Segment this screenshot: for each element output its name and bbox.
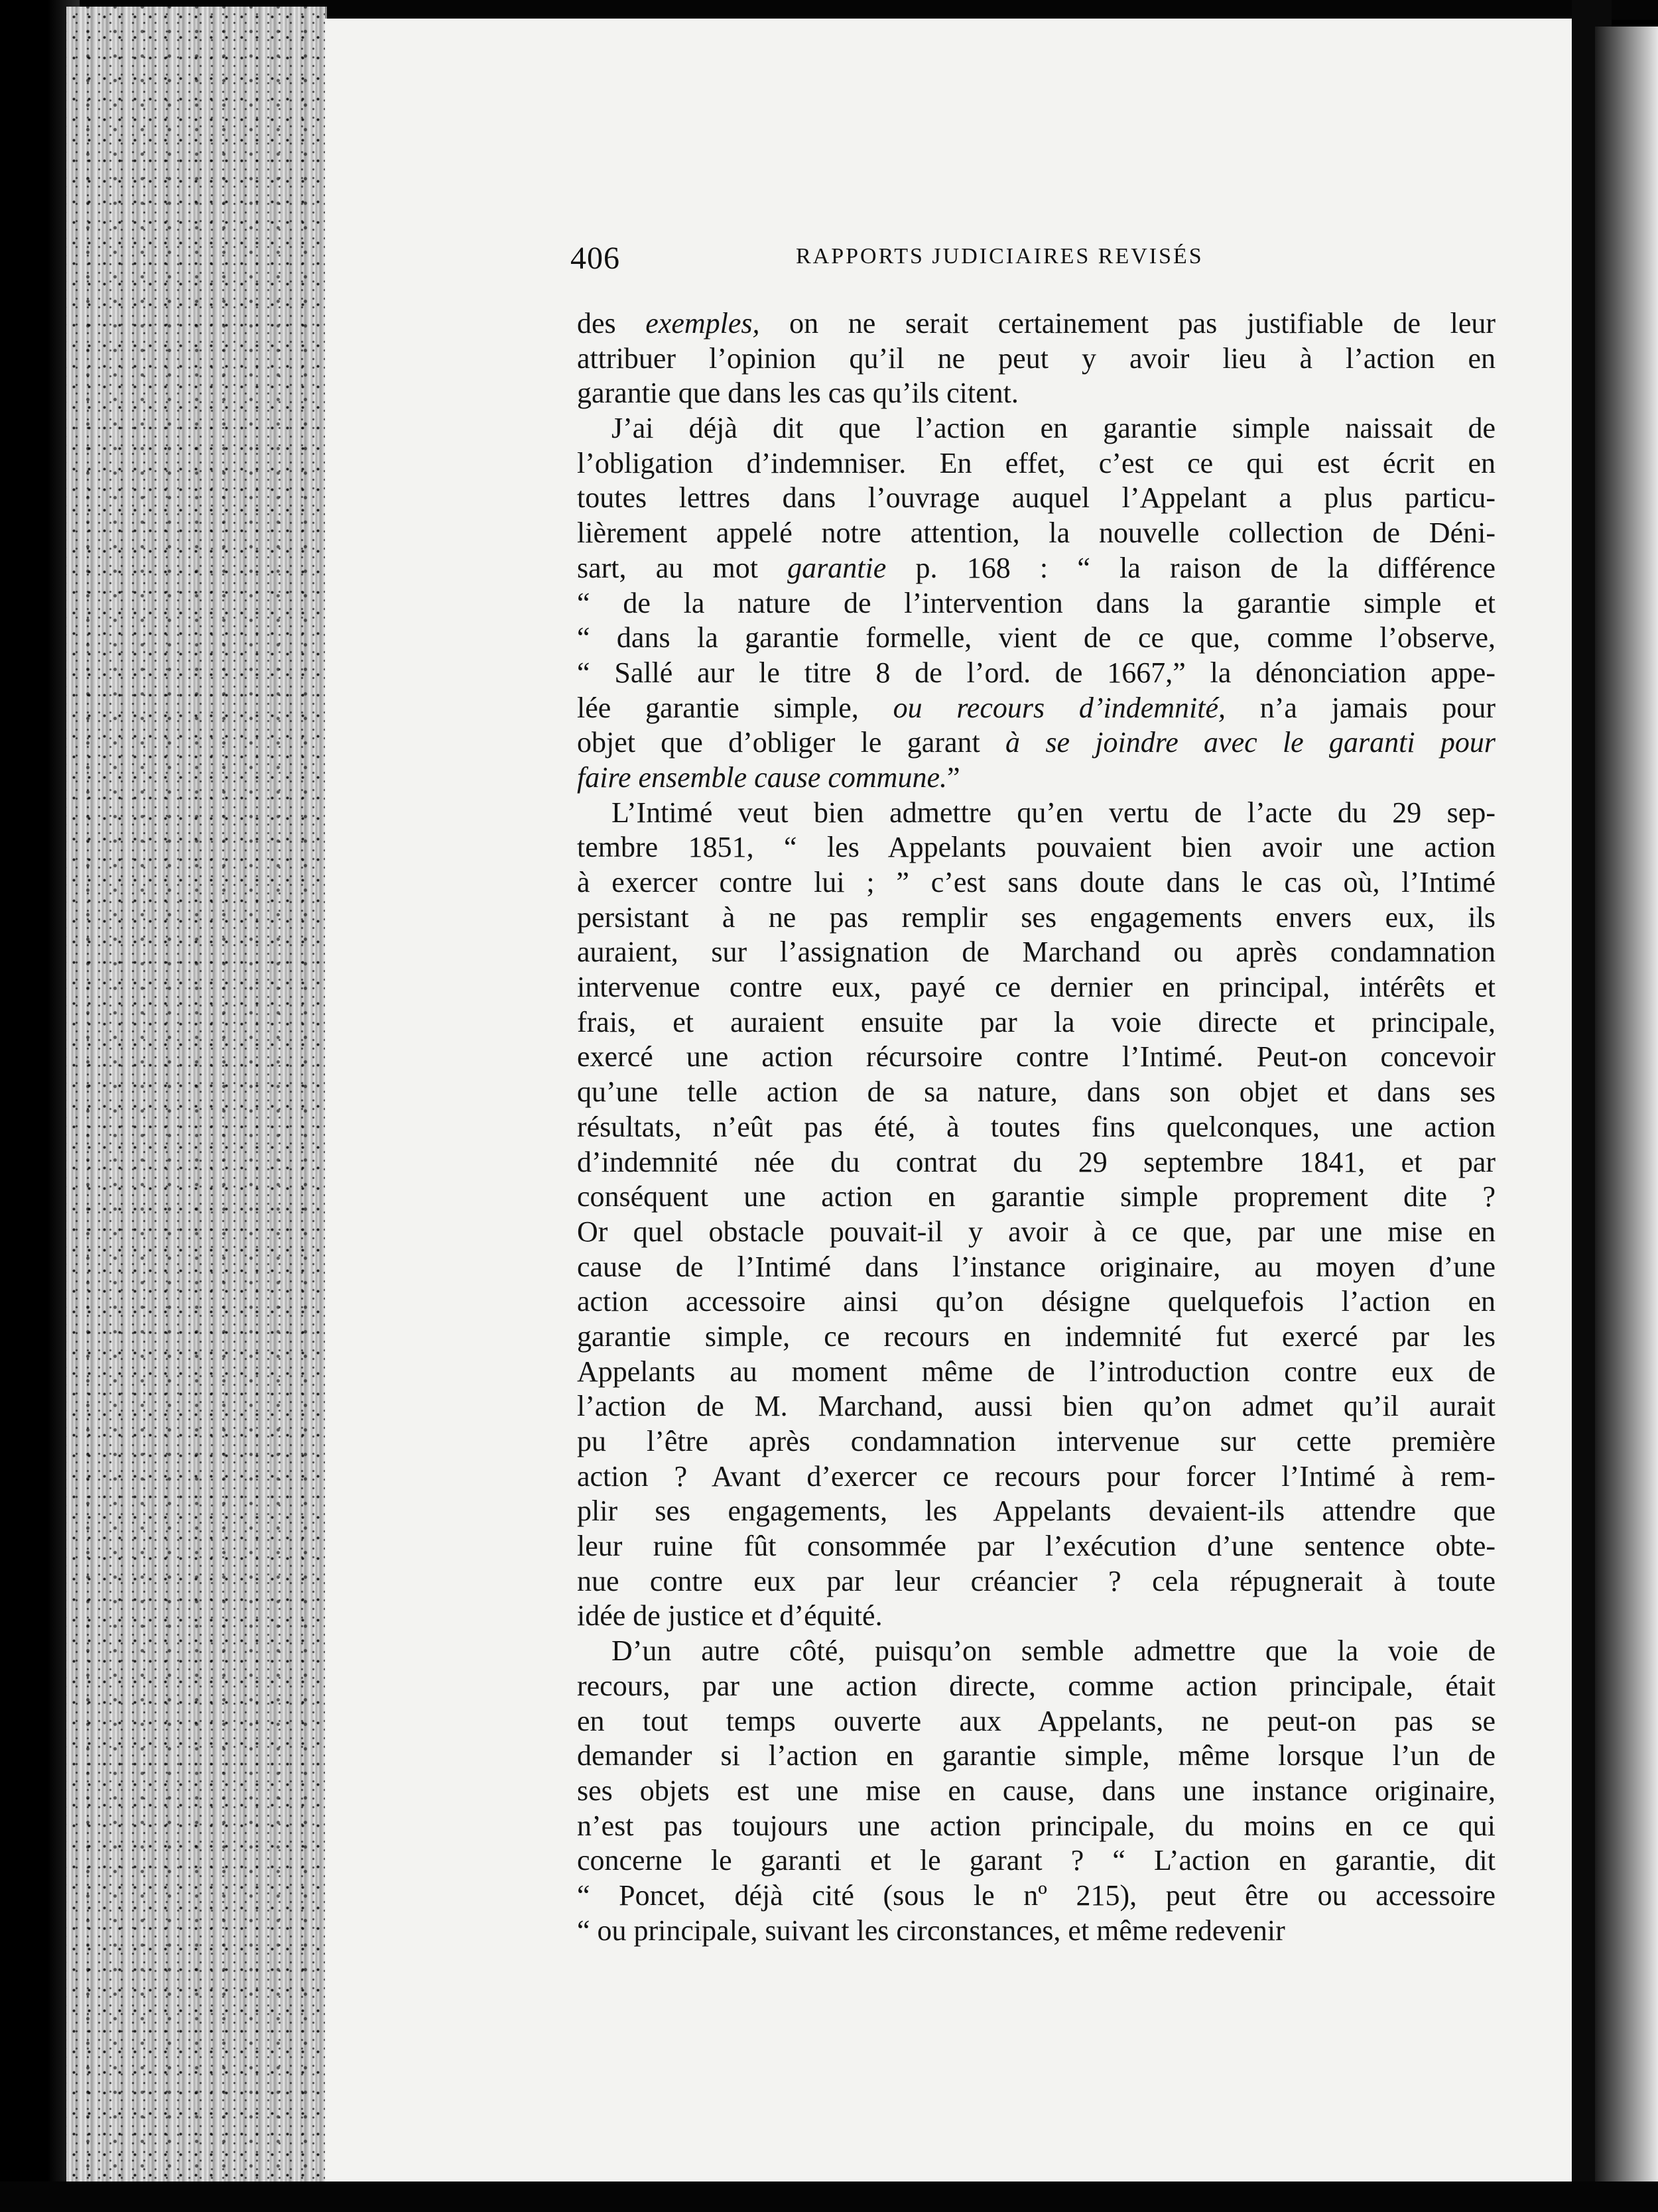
text-line [577, 1878, 1496, 1914]
text-run: Appelants au moment même de l’introduction contre eux de [577, 1355, 1496, 1388]
text-run: L’Intimé veut bien admettre qu’en vertu de l’acte du 29 sep- [611, 796, 1496, 829]
text-line [577, 1389, 1496, 1424]
text-line [577, 865, 1496, 900]
text-line [577, 1459, 1496, 1495]
text-line [577, 1704, 1496, 1739]
text-run: résultats, n’eût pas été, à toutes fins quelconques, une action [577, 1110, 1496, 1143]
text-line [577, 481, 1496, 516]
text-run: recours, par une action directe, comme action principale, était [577, 1669, 1496, 1702]
text-line [577, 900, 1496, 936]
text-line [577, 376, 1496, 411]
text-line [577, 1634, 1496, 1669]
text-run: sart, au mot [577, 551, 788, 584]
body-text [577, 306, 1496, 1948]
text-line [577, 1040, 1496, 1075]
text-line [577, 1215, 1496, 1250]
text-line [577, 1669, 1496, 1704]
text-line [577, 1110, 1496, 1145]
text-line [577, 1355, 1496, 1390]
text-run: idée de justice et d’équité. [577, 1599, 883, 1632]
text-run: pu l’être après condamnation intervenue sur cette première [577, 1425, 1496, 1457]
text-run: ses objets est une mise en cause, dans une instance originaire, [577, 1774, 1496, 1807]
text-run: des [577, 307, 646, 339]
text-run: tembre 1851, “ les Appelants pouvaient bien avoir une action [577, 831, 1496, 864]
page-number: 406 [570, 241, 620, 276]
text-line [577, 1005, 1496, 1040]
text-run: action ? Avant d’exercer ce recours pour forcer l’Intimé à rem- [577, 1459, 1496, 1493]
text-run: l’obligation d’indemniser. En effet, c’est ce qui est écrit en [577, 446, 1496, 479]
text-run: à exercer contre lui ; ” c’est sans doute dans le cas où, l’Intimé [577, 866, 1496, 898]
text-line [577, 586, 1496, 621]
text-line [577, 341, 1496, 377]
text-line [577, 1145, 1496, 1180]
text-run: J’ai déjà dit que l’action en garantie simple naissait de [611, 412, 1496, 445]
text-run: attribuer l’opinion qu’il ne peut y avoir lieu à l’action en [577, 341, 1496, 375]
text-line [577, 1809, 1496, 1844]
text-run: p. 168 : “ la raison de la différence [886, 551, 1496, 584]
italic-text: exemples, [645, 307, 760, 339]
text-line [577, 1564, 1496, 1599]
text-run: auraient, sur l’assignation de Marchand ou après condamnation [577, 936, 1496, 969]
text-line [577, 621, 1496, 656]
text-line [577, 1075, 1496, 1110]
scan-bottom-border [0, 2181, 1658, 2212]
text-line [577, 411, 1496, 446]
text-run: leur ruine fût consommée par l’exécution d’une sentence obte- [577, 1530, 1496, 1563]
text-line [577, 656, 1496, 691]
text-line [577, 1774, 1496, 1809]
text-run: action accessoire ainsi qu’on désigne quelquefois l’action en [577, 1285, 1496, 1318]
text-run: l’action de M. Marchand, aussi bien qu’on admet qu’il aurait [577, 1390, 1496, 1423]
text-run: “ Sallé aur le titre 8 de l’ord. de 1667,” la dénonciation appe- [577, 656, 1496, 689]
paragraph [577, 411, 1496, 796]
text-run: intervenue contre eux, payé ce dernier en principal, intérêts et [577, 971, 1496, 1004]
text-run: n’a jamais pour [1226, 691, 1496, 724]
text-line [577, 1284, 1496, 1320]
paragraph [577, 796, 1496, 1634]
italic-text: ou recours d’indemnité, [893, 691, 1226, 724]
text-run: “ de la nature de l’intervention dans la garantie simple et [577, 586, 1496, 619]
text-run: exercé une action récursoire contre l’Intimé. Peut-on concevoir [577, 1040, 1496, 1074]
text-line [577, 516, 1496, 551]
text-run: garantie que dans les cas qu’ils citent. [577, 377, 1019, 410]
text-line [577, 1739, 1496, 1774]
page-edges-speckle [66, 7, 325, 2188]
italic-text: faire ensemble cause commune. [577, 761, 947, 794]
text-run: demander si l’action en garantie simple, même lorsque l’un de [577, 1739, 1496, 1772]
text-run: objet que d’obliger le garant [577, 726, 1006, 759]
text-run: toutes lettres dans l’ouvrage auquel l’Appelant a plus particu- [577, 481, 1496, 515]
running-head-title: RAPPORTS JUDICIAIRES REVISÉS [796, 244, 1204, 269]
text-line [577, 551, 1496, 586]
text-line [577, 1320, 1496, 1355]
text-line [577, 725, 1496, 761]
text-line [577, 691, 1496, 726]
text-run: d’indemnité née du contrat du 29 septembre 1841, et par [577, 1145, 1496, 1178]
text-line [577, 1529, 1496, 1564]
paragraph [577, 306, 1496, 411]
text-run: D’un autre côté, puisqu’on semble admettre que la voie de [611, 1634, 1496, 1668]
text-run: Or quel obstacle pouvait-il y avoir à ce que, par une mise en [577, 1215, 1496, 1248]
text-line [577, 1599, 1496, 1634]
text-run: garantie simple, ce recours en indemnité fut exercé par les [577, 1320, 1496, 1353]
italic-text: garantie [787, 551, 887, 584]
text-run: “ dans la garantie formelle, vient de ce que, comme l’observe, [577, 621, 1496, 654]
text-run: en tout temps ouverte aux Appelants, ne peut-on pas se [577, 1704, 1496, 1737]
text-line [577, 796, 1496, 831]
text-line [577, 1250, 1496, 1285]
text-run: n’est pas toujours une action principale, du moins en ce qui [577, 1809, 1496, 1842]
text-line [577, 761, 1496, 796]
text-run: persistant à ne pas remplir ses engagements envers eux, ils [577, 900, 1496, 934]
text-line [577, 306, 1496, 341]
text-run: nue contre eux par leur créancier ? cela répugnerait à toute [577, 1564, 1496, 1597]
text-run: on ne serait certainement pas justifiable de leur [759, 307, 1496, 339]
text-line [577, 1494, 1496, 1529]
text-line [577, 1180, 1496, 1215]
text-run: “ ou principale, suivant les circonstances, et même redevenir [577, 1914, 1285, 1947]
text-run: lièrement appelé notre attention, la nouvelle collection de Déni- [577, 517, 1496, 550]
text-line [577, 970, 1496, 1005]
running-head [570, 240, 1267, 280]
text-run: lée garantie simple, [577, 691, 893, 724]
paragraph [577, 1634, 1496, 1948]
text-line [577, 1843, 1496, 1878]
text-run: ” [946, 761, 960, 794]
text-run: cause de l’Intimé dans l’instance originaire, au moyen d’une [577, 1250, 1496, 1283]
text-line [577, 446, 1496, 481]
text-run: plir ses engagements, les Appelants devaient-ils attendre que [577, 1495, 1496, 1528]
text-run: conséquent une action en garantie simple proprement dite ? [577, 1180, 1496, 1213]
text-run: frais, et auraient ensuite par la voie directe et principale, [577, 1005, 1496, 1038]
text-run: “ Poncet, déjà cité (sous le nº 215), peut être ou accessoire [577, 1878, 1496, 1912]
facing-page-edge [1595, 27, 1658, 2181]
text-run: concerne le garanti et le garant ? “ L’action en garantie, dit [577, 1844, 1496, 1877]
text-line [577, 935, 1496, 970]
text-run: qu’une telle action de sa nature, dans son objet et dans ses [577, 1075, 1496, 1109]
text-line [577, 830, 1496, 865]
text-line [577, 1424, 1496, 1459]
italic-text: à se joindre avec le garanti pour [1005, 726, 1496, 759]
text-line [577, 1914, 1496, 1949]
